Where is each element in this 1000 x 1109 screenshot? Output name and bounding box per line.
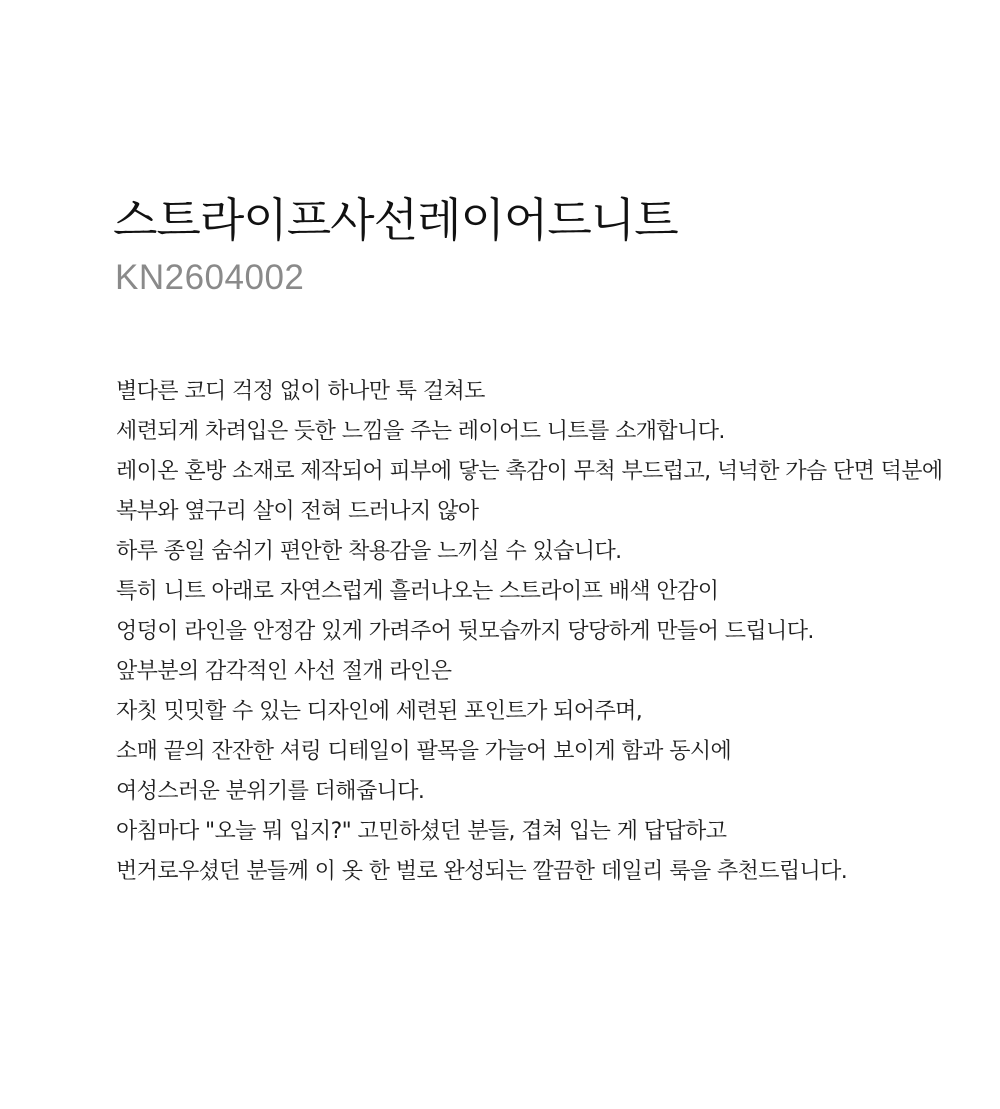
- description-line: 레이온 혼방 소재로 제작되어 피부에 닿는 촉감이 무척 부드럽고, 넉넉한 가슴 단면 덕분에: [116, 459, 943, 484]
- product-description: [116, 372, 996, 892]
- description-line: 복부와 옆구리 살이 전혀 드러나지 않아: [116, 499, 479, 524]
- product-header: [113, 190, 678, 298]
- description-line: 하루 종일 숨쉬기 편안한 착용감을 느끼실 수 있습니다.: [116, 539, 622, 564]
- description-line: 아침마다 "오늘 뭐 입지?" 고민하셨던 분들, 겹쳐 입는 게 답답하고: [116, 819, 727, 844]
- description-line: 특히 니트 아래로 자연스럽게 흘러나오는 스트라이프 배색 안감이: [116, 579, 719, 604]
- description-line: 소매 끝의 잔잔한 셔링 디테일이 팔목을 가늘어 보이게 함과 동시에: [116, 739, 732, 764]
- product-title: 스트라이프사선레이어드니트: [113, 193, 678, 247]
- description-line: 세련되게 차려입은 듯한 느낌을 주는 레이어드 니트를 소개합니다.: [116, 419, 725, 444]
- description-line: 별다른 코디 걱정 없이 하나만 툭 걸쳐도: [116, 379, 485, 404]
- product-code: KN2604002: [115, 258, 305, 297]
- description-line: 번거로우셨던 분들께 이 옷 한 벌로 완성되는 깔끔한 데일리 룩을 추천드립니다.: [116, 859, 848, 884]
- description-line: 자칫 밋밋할 수 있는 디자인에 세련된 포인트가 되어주며,: [116, 699, 643, 724]
- description-line: 앞부분의 감각적인 사선 절개 라인은: [116, 659, 452, 684]
- description-line: 엉덩이 라인을 안정감 있게 가려주어 뒷모습까지 당당하게 만들어 드립니다.: [116, 619, 814, 644]
- description-line: 여성스러운 분위기를 더해줍니다.: [116, 779, 425, 804]
